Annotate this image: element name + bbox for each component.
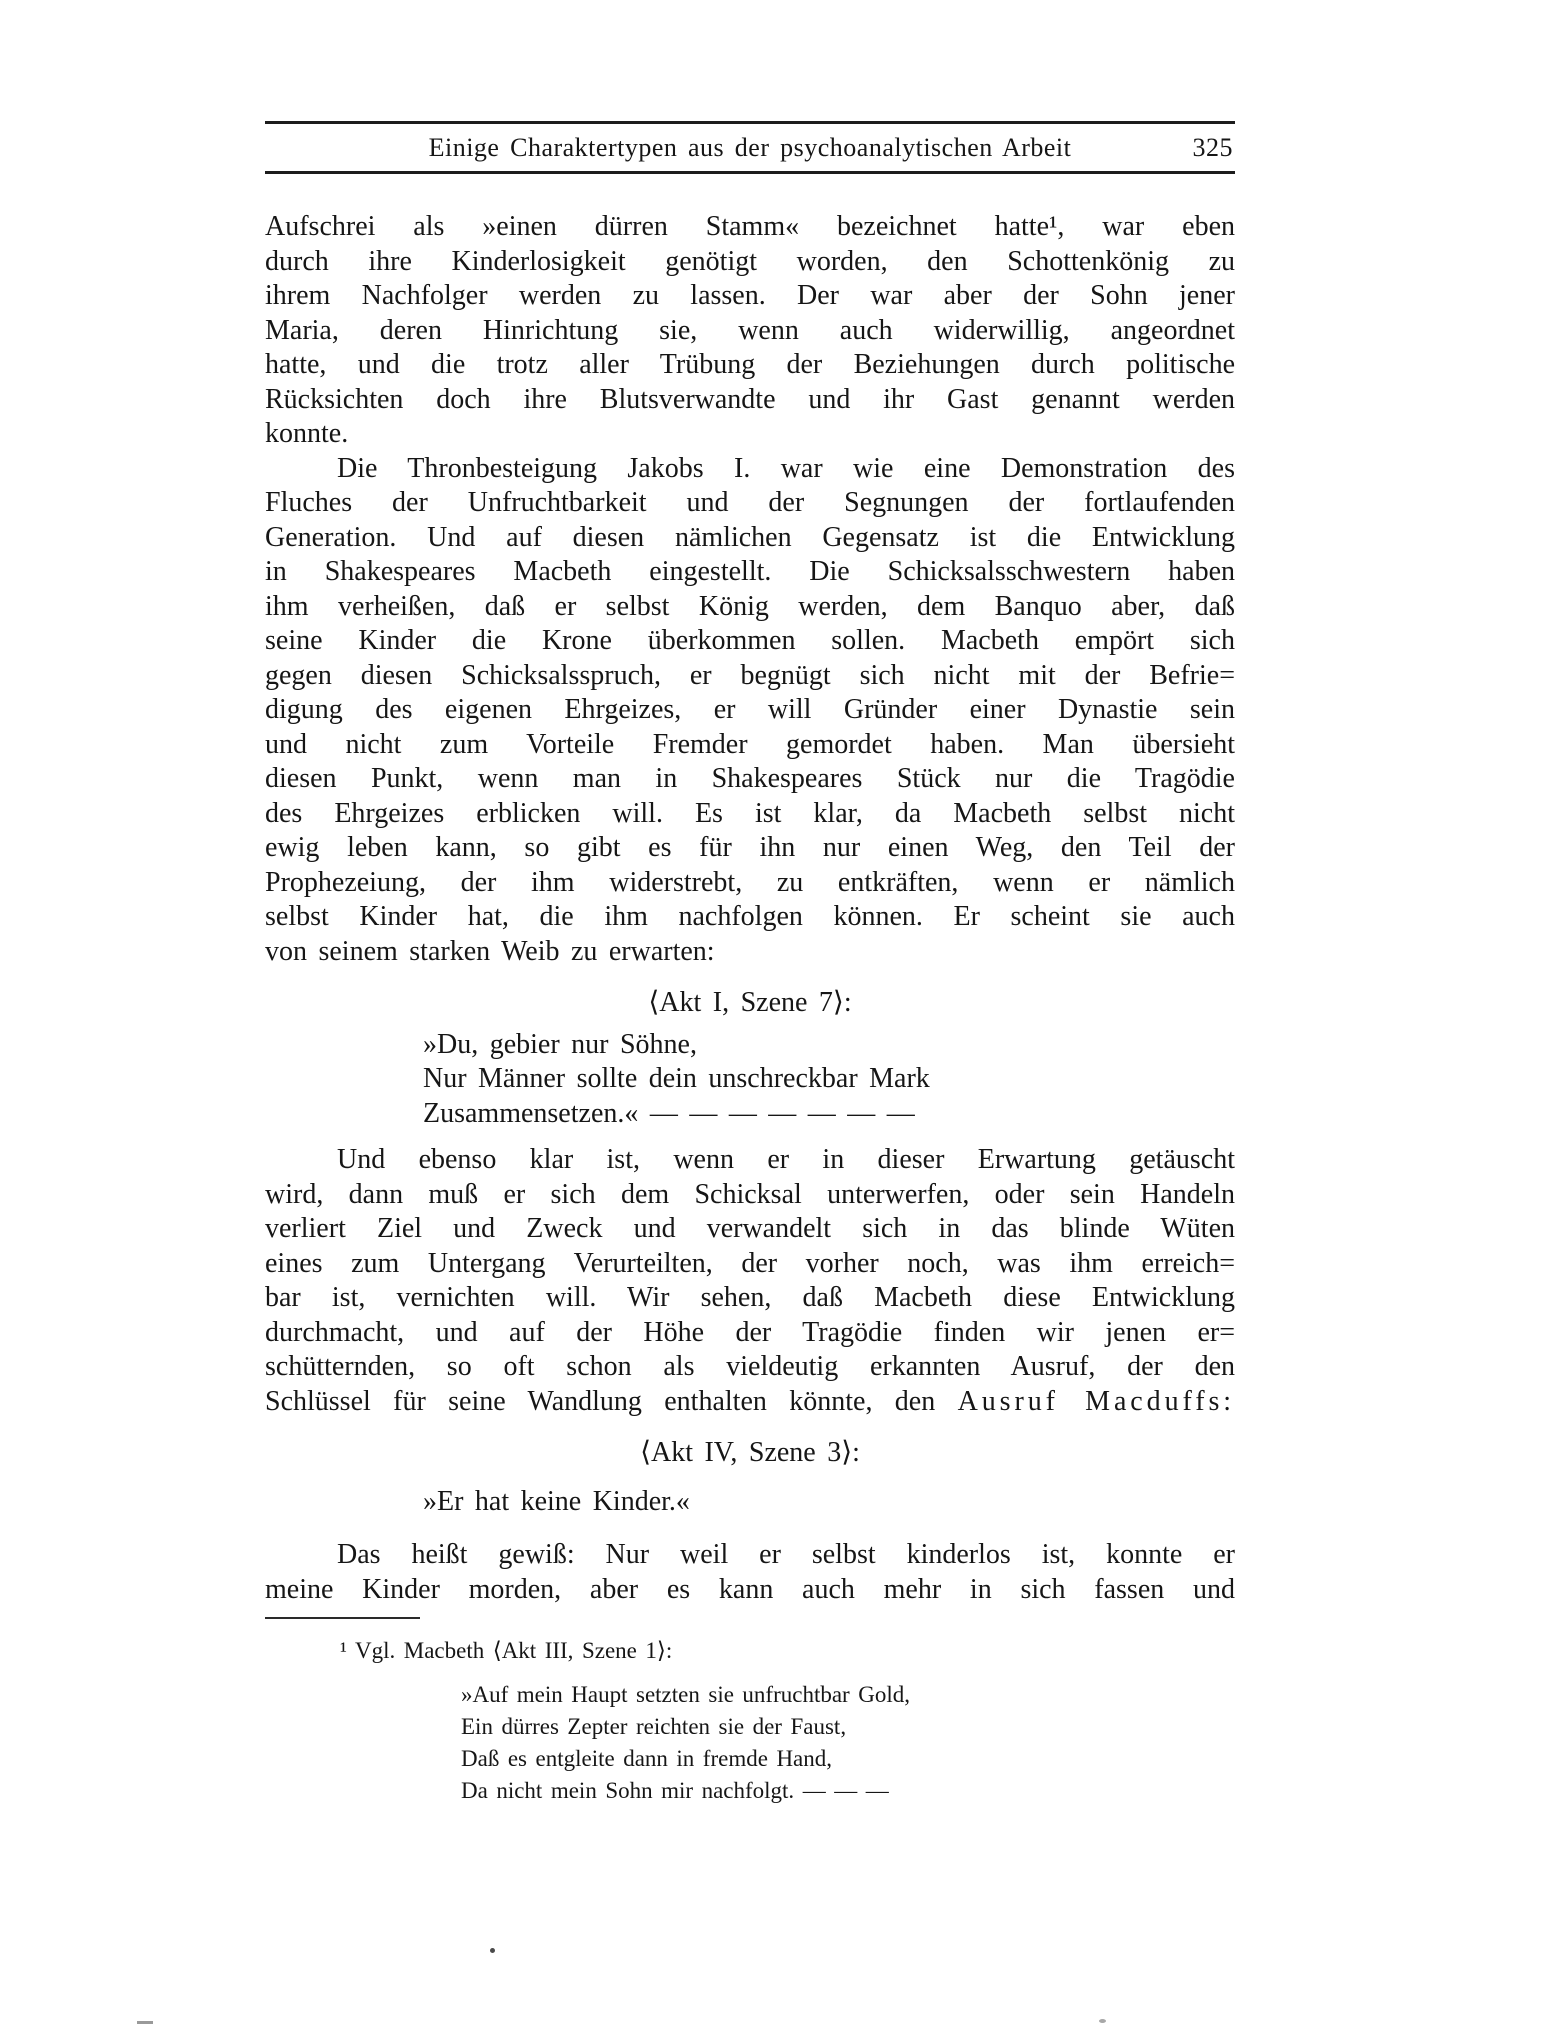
emphasized-text-run: Ausruf Macduffs:	[957, 1385, 1235, 1417]
running-header-title: Einige Charaktertypen aus der psychoanalytischen Arbeit	[428, 133, 1072, 162]
scan-speck	[490, 1948, 495, 1953]
footnote-verse	[461, 1679, 1235, 1807]
text-line: ihrem Nachfolger werden zu lassen. Der war aber der Sohn jener	[265, 280, 1235, 311]
text-run: Schlüssel für seine Wandlung enthalten könnte, den	[265, 1385, 958, 1417]
body-text	[265, 210, 1235, 1807]
running-header	[265, 129, 1235, 167]
scan-speck	[1099, 2019, 1106, 2023]
page-number: 325	[1192, 133, 1233, 162]
text-line: digung des eigenen Ehrgeizes, er will Gründer einer Dynastie sein	[265, 694, 1235, 725]
text-line: Generation. Und auf diesen nämlichen Gegensatz ist die Entwicklung	[265, 521, 1235, 553]
text-line: gegen diesen Schicksalsspruch, er begnügt sich nicht mit der Befrie=	[265, 659, 1235, 691]
text-line: Aufschrei als »einen dürren Stamm« bezeichnet hatte¹, war eben	[265, 211, 1235, 242]
text-line: wird, dann muß er sich dem Schicksal unterwerfen, oder sein Handeln	[265, 1178, 1235, 1210]
text-line: seine Kinder die Krone überkommen sollen. Macbeth empört sich	[265, 625, 1235, 656]
text-line: durch ihre Kinderlosigkeit genötigt worden, den Schottenkönig zu	[265, 245, 1235, 277]
text-line: konnte.	[265, 418, 349, 449]
scan-speck	[137, 2021, 153, 2024]
text-line: Die Thronbesteigung Jakobs I. war wie eine Demonstration des	[337, 452, 1235, 484]
paragraph-1	[265, 210, 1235, 452]
text-line: schütternden, so oft schon als vieldeutig erkannten Ausruf, der den	[265, 1351, 1235, 1382]
text-line: ihm verheißen, daß er selbst König werden, dem Banquo aber, daß	[265, 590, 1235, 622]
footnote-reference-line: ¹ Vgl. Macbeth ⟨Akt III, Szene 1⟩:	[340, 1638, 673, 1663]
text-line: Rücksichten doch ihre Blutsverwandte und ihr Gast genannt werden	[265, 383, 1235, 415]
text-line: und nicht zum Vorteile Fremder gemordet haben. Man übersieht	[265, 728, 1235, 760]
text-line: verliert Ziel und Zweck und verwandelt sich in das blinde Wüten	[265, 1213, 1235, 1244]
text-line: durchmacht, und auf der Höhe der Tragödie finden wir jenen er=	[265, 1316, 1235, 1348]
text-line: diesen Punkt, wenn man in Shakespeares Stück nur die Tragödie	[265, 763, 1235, 794]
text-line: von seinem starken Weib zu erwarten:	[265, 935, 715, 967]
paragraph-3	[265, 1143, 1235, 1419]
text-line: in Shakespeares Macbeth eingestellt. Die Schicksalsschwestern haben	[265, 556, 1235, 587]
verse-line: »Auf mein Haupt setzten sie unfruchtbar Gold,	[461, 1682, 910, 1707]
footnote-divider	[265, 1617, 420, 1619]
text-line: selbst Kinder hat, die ihm nachfolgen können. Er scheint sie auch	[265, 901, 1235, 932]
verse-quote-1	[423, 1028, 1235, 1132]
text-line: Das heißt gewiß: Nur weil er selbst kinderlos ist, konnte er	[337, 1539, 1235, 1570]
footnote-block	[265, 1635, 1235, 1807]
text-line: Maria, deren Hinrichtung sie, wenn auch widerwillig, angeordnet	[265, 314, 1235, 346]
verse-line: Ein dürres Zepter reichten sie der Faust,	[461, 1714, 847, 1739]
text-line: Fluches der Unfruchtbarkeit und der Segnungen der fortlaufenden	[265, 487, 1235, 518]
text-line: hatte, und die trotz aller Trübung der Beziehungen durch politische	[265, 349, 1235, 380]
header-rule-top	[265, 121, 1235, 124]
page-text-block	[265, 0, 1235, 1807]
text-line: des Ehrgeizes erblicken will. Es ist klar, da Macbeth selbst nicht	[265, 797, 1235, 829]
text-line: bar ist, vernichten will. Wir sehen, daß Macbeth diese Entwicklung	[265, 1282, 1235, 1313]
verse-quote-2: »Er hat keine Kinder.«	[423, 1485, 690, 1517]
text-line: Prophezeiung, der ihm widerstrebt, zu entkräften, wenn er nämlich	[265, 866, 1235, 898]
text-line	[265, 1385, 1235, 1420]
verse-line: Zusammensetzen.« — — — — — — —	[423, 1097, 915, 1129]
text-line: eines zum Untergang Verurteilten, der vorher noch, was ihm erreich=	[265, 1247, 1235, 1279]
paragraph-4	[265, 1538, 1235, 1607]
verse-line: Daß es entgleite dann in fremde Hand,	[461, 1746, 833, 1771]
verse-line: Nur Männer sollte dein unschreckbar Mark	[423, 1063, 930, 1094]
stage-direction-akt1: ⟨Akt I, Szene 7⟩:	[648, 987, 852, 1018]
text-line: Und ebenso klar ist, wenn er in dieser Erwartung getäuscht	[337, 1144, 1235, 1175]
verse-line: Da nicht mein Sohn mir nachfolgt. — — —	[461, 1778, 889, 1803]
stage-direction-akt4: ⟨Akt IV, Szene 3⟩:	[640, 1437, 860, 1468]
text-line: meine Kinder morden, aber es kann auch mehr in sich fassen und	[265, 1573, 1235, 1605]
text-line: ewig leben kann, so gibt es für ihn nur einen Weg, den Teil der	[265, 832, 1235, 863]
header-rule-bottom	[265, 171, 1235, 174]
verse-line: »Du, gebier nur Söhne,	[423, 1028, 697, 1060]
paragraph-2	[265, 452, 1235, 970]
